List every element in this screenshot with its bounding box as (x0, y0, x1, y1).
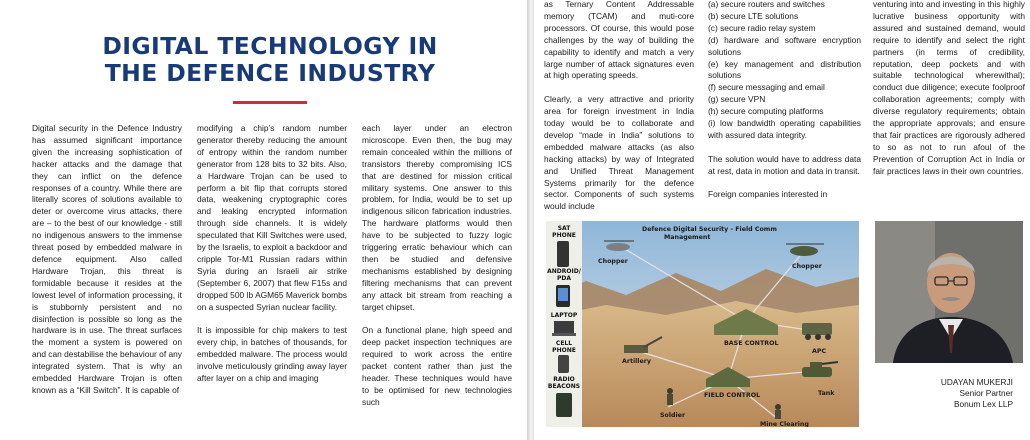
component-list (708, 0, 861, 142)
list-item: (b) secure LTE solutions (708, 10, 799, 21)
paragraph: Foreign companies interested in (708, 189, 828, 200)
diagram-canvas (546, 221, 859, 427)
sidebar-label-android-pda: ANDROID/ PDA (547, 268, 581, 282)
paragraph: Digital security in the Defence Industry has assumed significant importance given the increasing sophistication of hacker attacks and the damage that they can inflict on the defence responses of a country. While there are literally scores of solutions available to deter or overcome virus attacks, there are – to the best of our knowledge - still no indigenous answers to the immense threat posed by embedded malware in defence equipment. Also called Hardware Trojan, this threat is formidable because it resides at the lowest level of information processing, it is stubbornly persistent and no disinfection is possible so long as the hardware is in use. The threat surfaces the moment a system is powered on and can destabilise the behaviour of any integrated system. That is why an embedded Hardware Trojan is often known as a “Kill Switch”. It is capable of (32, 123, 182, 395)
author-firm: Bonum Lex LLP (953, 399, 1013, 409)
list-item: (d) hardware and software encryption solutions (708, 34, 861, 57)
paragraph: Clearly, a very attractive and priority area for foreign investment in India today would be to collaborate and develop “made in India” solutions to embedded malware attacks (as also hacking attacks) by way of Integrated and Unified Threat Management Systems primarily for the defence sector. Components of such systems would include (544, 94, 694, 212)
author-role: Senior Partner (959, 388, 1013, 398)
text-column-3 (362, 123, 512, 409)
title-underline (233, 101, 307, 104)
list-item: (f) secure messaging and email (708, 82, 825, 93)
sidebar-label-sat-phone: SAT PHONE (552, 225, 576, 239)
sidebar-label-laptop: LAPTOP (550, 312, 578, 319)
paragraph: venturing into and investing in this highly lucrative business opportunity with assured and sustained demand, would require to identify and select the right partners (in terms of credibility, reputation, deep pockets and with suitable technological wherewithal); conduct due diligence; execute foolproof collaboration agreements; comply with diverse regulatory requirements; obtain the appropriate approvals; and ensure that fair practices are rigorously adhered to so as not to run afoul of the Prevention of Corruption Act in India or fair practices laws in their own countries. (873, 0, 1025, 176)
title-line-2: THE DEFENCE INDUSTRY (104, 59, 436, 87)
author-name: UDAYAN MUKERJI (940, 377, 1013, 387)
label-tank: Tank (818, 390, 835, 397)
list-item: (i) low bandwidth operating capabilities with assured data integrity. (708, 118, 861, 140)
paragraph: It is impossible for chip makers to test every chip, in batches of thousands, for embedded malware. The process would involve meticulously grinding away layer after layer on a chip and imaging (197, 325, 347, 384)
apc-icon (802, 323, 832, 340)
sidebar-label-cell-phone: CELL PHONE (552, 340, 576, 354)
list-item: (h) secure computing platforms (708, 106, 824, 117)
mine-clearing-icon (775, 404, 781, 419)
author-caption (880, 377, 1013, 410)
paragraph: modifying a chip’s random number generator thereby reducing the amount of entropy within the random number generator from 128 bits to 32 bits. Also, a Hardware Trojan can be used to perform a bit flip that corrupts stored data, weakening cryptographic cores and leaking encrypted information through side channels. It is widely speculated that Kill Switches were used, by the Israelis, to exploit a backdoor and cripple Tor-M1 Russian radars within Syria during an Israeli air strike (September 6, 2007) that flew F15s and dropped 500 lb AGM65 Maverick bombs on a suspected Syrian nuclear facility. (197, 123, 347, 312)
author-portrait (875, 221, 1023, 363)
paragraph: each layer under an electron microscope. Even then, the bug may remain concealed within the millions of transistors thereby compromising ICS that are destined for mission critical military systems. One answer to this problem, for India, would be to set up indigenous silicon fabrication industries. The hardware platforms would then have to be subjected to fuzzy logic triggering erratic behaviour which can then be studied and defensive mechanisms established by designing filtering mechanisms that can prevent any attack bit stream from reaching a target chipset. (362, 123, 512, 312)
text-column-1 (32, 123, 182, 397)
laptop-icon (554, 321, 574, 333)
label-mine-clearing: Mine Clearing (760, 421, 809, 427)
list-item: (c) secure radio relay system (708, 22, 816, 33)
sat-phone-icon (557, 241, 569, 267)
label-soldier: Soldier (660, 412, 686, 419)
label-artillery: Artillery (622, 358, 651, 365)
text-column-4 (544, 0, 694, 213)
soldier-icon (667, 388, 673, 405)
text-column-6 (873, 0, 1025, 178)
list-item: (a) secure routers and switches (708, 0, 825, 9)
diagram-title: Defence Digital Security - Field Comm Management (642, 226, 777, 241)
field-comm-diagram (546, 221, 859, 427)
text-column-2 (197, 123, 347, 385)
article-title (90, 33, 450, 87)
label-base-control: BASE CONTROL (724, 340, 779, 347)
page-spine (527, 0, 534, 440)
label-field-control: FIELD CONTROL (704, 392, 761, 399)
label-chopper-left: Chopper (598, 258, 628, 265)
list-item: (g) secure VPN (708, 94, 766, 105)
label-chopper-right: Chopper (792, 263, 822, 270)
sidebar-label-radio-beacons: RADIO BEACONS (547, 376, 581, 390)
radio-beacon-icon (556, 393, 572, 417)
author-photo (875, 221, 1023, 363)
text-column-5 (708, 0, 861, 201)
paragraph: The solution would have to address data at rest, data in motion and data in transit. (708, 153, 861, 176)
paragraph: On a functional plane, high speed and deep packet inspection techniques are required to work across the entire packet content rather than just the header. These techniques would have to be optimised for new technologies such (362, 325, 512, 407)
label-apc: APC (812, 348, 827, 355)
list-item: (e) key management and distribution solutions (708, 58, 861, 81)
title-line-1: DIGITAL TECHNOLOGY IN (102, 32, 438, 60)
paragraph: as Ternary Content Addressable memory (TCAM) and muti-core processors. Of course, this would pose challenges by the way of building the capability to identify and match a very large number of attack signatures even at high operating speeds. (544, 0, 694, 81)
cell-phone-icon (558, 355, 569, 373)
